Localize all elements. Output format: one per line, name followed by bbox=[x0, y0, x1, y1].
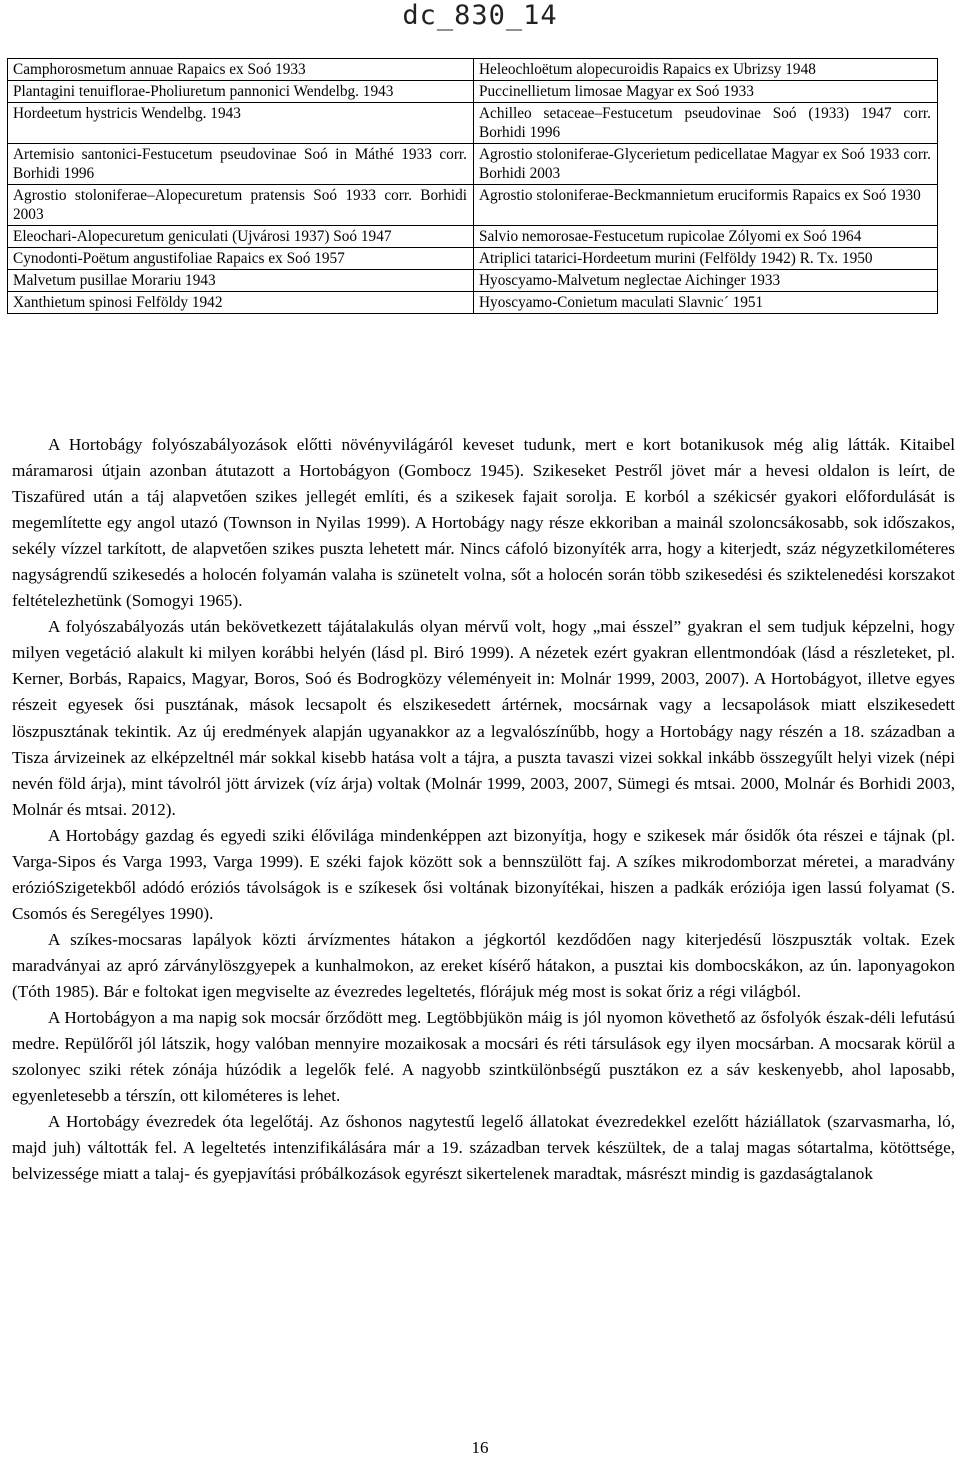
table-cell: Cynodonti-Poëtum angustifoliae Rapaics ex Soó 1957 bbox=[8, 248, 474, 270]
table-row bbox=[8, 103, 938, 144]
table-row bbox=[8, 292, 938, 314]
document-id-header: dc_830_14 bbox=[402, 0, 558, 31]
table-cell: Eleochari-Alopecuretum geniculati (Ujvárosi 1937) Soó 1947 bbox=[8, 226, 474, 248]
table-row bbox=[8, 144, 938, 185]
table-row bbox=[8, 248, 938, 270]
table-cell: Heleochloëtum alopecuroidis Rapaics ex Ubrizsy 1948 bbox=[474, 59, 938, 81]
table-row bbox=[8, 81, 938, 103]
table-cell: Hordeetum hystricis Wendelbg. 1943 bbox=[8, 103, 474, 144]
paragraph: A folyószabályozás után bekövetkezett tájátalakulás olyan mérvű volt, hogy „mai ésszel” gyakran el sem tudjuk képzelni, hogy milyen vegetáció alakult ki milyen korábbi helyén (lásd pl. Biró 1999). A nézetek ezért gyakran ellentmondóak (lásd a részleteket, pl. Kerner, Borbás, Rapaics, Magyar, Boros, Soó és Bodrogközy véleményeit in: Molnár 1999, 2003, 2007). A Hortobágyot, illetve egyes részeit egyesek ősi pusztának, mások lecsapolt és elszikesedett ártérnek, mocsárnak vagy a lecsapolások miatt elszikesedett löszpusztának tekintik. Az új eredmények alapján ugyanakkor az a legvalószínűbb, hogy a Hortobágy nagy részén a 18. században a Tisza árvizeinek az elképzeltnél már sokkal kisebb hatása volt a tájra, a puszta tavaszi vizei sokkal inkább összegyűlt helyi vizek (népi nevén föld árja), mint távolról jött árvizek (víz árja) voltak (Molnár 1999, 2003, 2007, Sümegi és mtsai. 2000, Molnár és Borhidi 2003, Molnár és mtsai. 2012). bbox=[12, 617, 955, 819]
table-row bbox=[8, 185, 938, 226]
page-number: 16 bbox=[471, 1438, 489, 1457]
table-cell: Plantagini tenuiflorae-Pholiuretum pannonici Wendelbg. 1943 bbox=[8, 81, 474, 103]
table-cell: Atriplici tatarici-Hordeetum murini (Felföldy 1942) R. Tx. 1950 bbox=[474, 248, 938, 270]
paragraph: A Hortobágyon a ma napig sok mocsár őrződött meg. Legtöbbjükön máig is jól nyomon követhető az ősfolyók észak-déli lefutású medre. Repülőről jól látszik, hogy valóban mennyire mozaikosak a mocsári és réti társulások egy ilyen mocsárban. A mocsarak körül a szolonyec sziki rétek zónája húzódik a legelők felé. A nagyobb szintkülönbségű pusztákon ez a sáv keskenyebb, ahol laposabb, egyenletesebb a térszín, ott kilométeres is lehet. bbox=[12, 1008, 955, 1106]
table-cell: Puccinellietum limosae Magyar ex Soó 1933 bbox=[474, 81, 938, 103]
table-cell: Agrostio stoloniferae-Glycerietum pedicellatae Magyar ex Soó 1933 corr. Borhidi 2003 bbox=[474, 144, 938, 185]
table-row bbox=[8, 59, 938, 81]
table-row bbox=[8, 226, 938, 248]
table-cell: Achilleo setaceae–Festucetum pseudovinae Soó (1933) 1947 corr. Borhidi 1996 bbox=[474, 103, 938, 144]
paragraph: A Hortobágy folyószabályozások előtti növényvilágáról keveset tudunk, mert e kort botanikusok még alig látták. Kitaibel máramarosi útjain azonban átutazott a Hortobágyon (Gombocz 1945). Szikeseket Pestről jövet már a hevesi oldalon is leírt, de Tiszafüred után a táj alapvetően szikes jellegét említi, és a szikesek fajait sorolja. E korból a székicsér gyakori előfordulását is megemlítette egy angol utazó (Townson in Nyilas 1999). A Hortobágy nagy része ekkoriban a mainál szoloncsákosabb, sok időszakos, sekély vízzel tarkított, de alapvetően szikes puszta lehetett már. Nincs cáfoló bizonyíték arra, hogy a kiterjedt, száz négyzetkilométeres nagyságrendű szikesedés a holocén folyamán valaha is szünetelt volna, sőt a holocén során több szikesedési és sziktelenedési korszakot feltételezhetünk (Somogyi 1965). bbox=[12, 435, 955, 611]
table-cell: Agrostio stoloniferae-Beckmannietum eruciformis Rapaics ex Soó 1930 bbox=[474, 185, 938, 226]
table-cell: Hyoscyamo-Conietum maculati Slavnic´ 1951 bbox=[474, 292, 938, 314]
table-cell: Hyoscyamo-Malvetum neglectae Aichinger 1933 bbox=[474, 270, 938, 292]
table-cell: Malvetum pusillae Morariu 1943 bbox=[8, 270, 474, 292]
body-text bbox=[12, 432, 955, 1187]
paragraph: A szíkes-mocsaras lapályok közti árvízmentes hátakon a jégkortól kezdődően nagy kiterjedésű löszpuszták voltak. Ezek maradványai az apró zárványlöszgyepek a kunhalmokon, az ereket kísérő hátakon, a pusztai kis dombocskákon, az ún. laponyagokon (Tóth 1985). Bár e foltokat igen megviselte az évezredes legeltetés, flórájuk még most is sokat őriz a régi világból. bbox=[12, 929, 955, 1001]
table-cell: Camphorosmetum annuae Rapaics ex Soó 1933 bbox=[8, 59, 474, 81]
table-cell: Salvio nemorosae-Festucetum rupicolae Zólyomi ex Soó 1964 bbox=[474, 226, 938, 248]
paragraph: A Hortobágy évezredek óta legelőtáj. Az őshonos nagytestű legelő állatokat évezredekkel ezelőtt háziállatok (szarvasmarha, ló, majd juh) váltották fel. A legeltetés intenzifikálására már a 19. században tervek készültek, de a talaj magas sótartalma, kötöttsége, belvizessége miatt a talaj- és gyepjavítási próbálkozások egyrészt sikertelenek maradtak, másrészt mindig is gazdaságtalanok bbox=[12, 1112, 955, 1184]
table-cell: Xanthietum spinosi Felföldy 1942 bbox=[8, 292, 474, 314]
paragraph: A Hortobágy gazdag és egyedi sziki élővilága mindenképpen azt bizonyítja, hogy e szikesek már ősidők óta részei e tájnak (pl. Varga-Sipos és Varga 1993, Varga 1999). E széki fajok között sok a bennszülött faj. A szíkes mikrodomborzat méretei, a maradvány erózióSzigetekből adódó eróziós távolságok is e szíkesek ősi voltának bizonyítékai, hiszen a padkák eróziója igen lassú folyamat (S. Csomós és Seregélyes 1990). bbox=[12, 825, 955, 923]
table-cell: Artemisio santonici-Festucetum pseudovinae Soó in Máthé 1933 corr. Borhidi 1996 bbox=[8, 144, 474, 185]
table-cell: Agrostio stoloniferae–Alopecuretum pratensis Soó 1933 corr. Borhidi 2003 bbox=[8, 185, 474, 226]
table-row bbox=[8, 270, 938, 292]
plant-association-table bbox=[7, 58, 938, 314]
